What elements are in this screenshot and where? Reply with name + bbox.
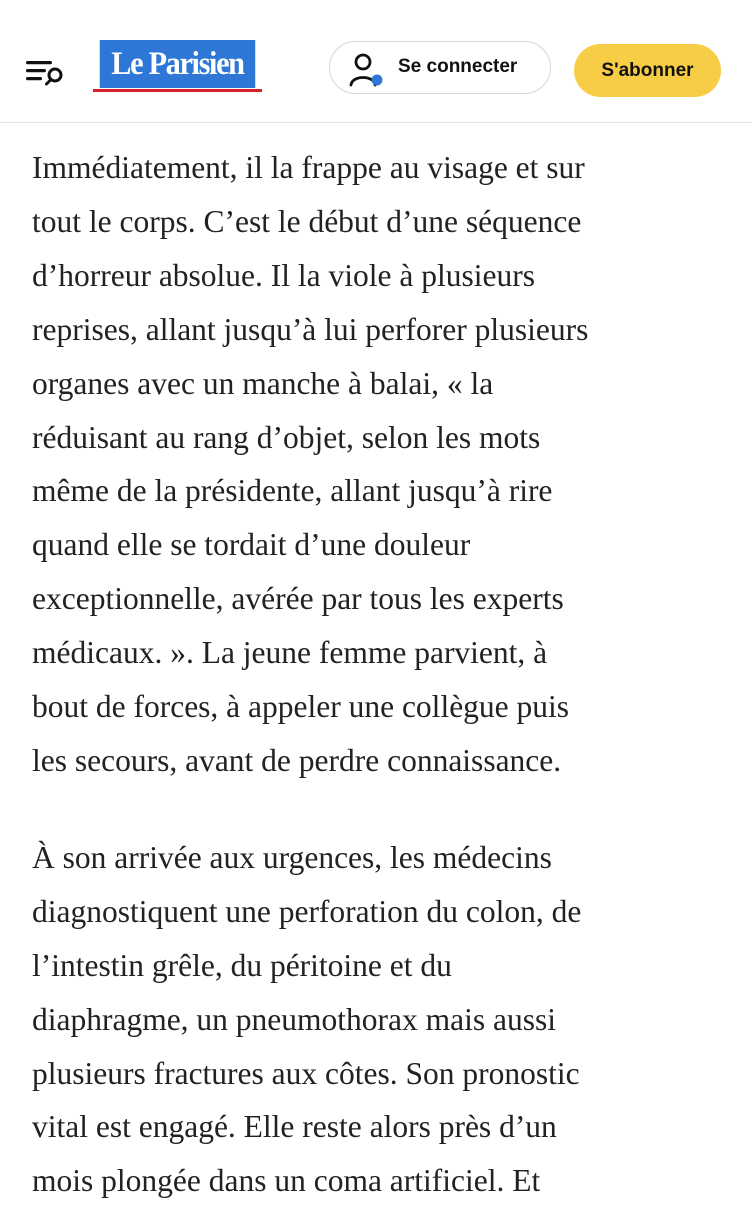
text-line: réduisant au rang d’objet, selon les mots — [32, 419, 541, 455]
user-icon — [348, 52, 386, 88]
text-line: médicaux. ». La jeune femme parvient, à — [32, 635, 548, 671]
text-line: les secours, avant de perdre connaissance. — [32, 742, 562, 778]
article-paragraph — [32, 831, 732, 1208]
menu-search-icon[interactable] — [24, 54, 68, 90]
text-line: vital est engagé. Elle reste alors près d’un — [32, 1109, 557, 1145]
text-line: même de la présidente, allant jusqu’à rire — [32, 473, 553, 509]
text-line: l’intestin grêle, du péritoine et du — [32, 947, 452, 983]
text-line: organes avec un manche à balai, « la — [32, 365, 494, 401]
text-line: Immédiatement, il la frappe au visage et sur — [32, 150, 585, 185]
subscribe-button[interactable]: S'abonner — [574, 44, 721, 97]
article-paragraph — [32, 141, 732, 788]
logo-red-bar — [93, 89, 262, 92]
text-line: diagnostiquent une perforation du colon, de — [32, 893, 582, 929]
site-header — [0, 0, 752, 123]
text-line: À son arrivée aux urgences, les médecins — [32, 839, 552, 875]
logo-text: Le Parisien — [100, 40, 255, 88]
text-line: reprises, allant jusqu’à lui perforer plusieurs — [32, 311, 589, 347]
article-body — [32, 141, 732, 1208]
text-line: plusieurs fractures aux côtes. Son pronostic — [32, 1055, 580, 1091]
text-line: mois plongée dans un coma artificiel. Et — [32, 1163, 541, 1199]
text-line: bout de forces, à appeler une collègue puis — [32, 689, 570, 725]
text-line: d’horreur absolue. Il la viole à plusieurs — [32, 257, 535, 293]
login-label: Se connecter — [398, 56, 518, 77]
le-parisien-logo[interactable] — [93, 40, 262, 94]
text-line: quand elle se tordait d’une douleur — [32, 527, 471, 563]
text-line: tout le corps. C’est le début d’une séquence — [32, 203, 582, 239]
login-button[interactable] — [329, 41, 551, 94]
text-line: diaphragme, un pneumothorax mais aussi — [32, 1001, 557, 1037]
text-line: exceptionnelle, avérée par tous les experts — [32, 581, 564, 617]
